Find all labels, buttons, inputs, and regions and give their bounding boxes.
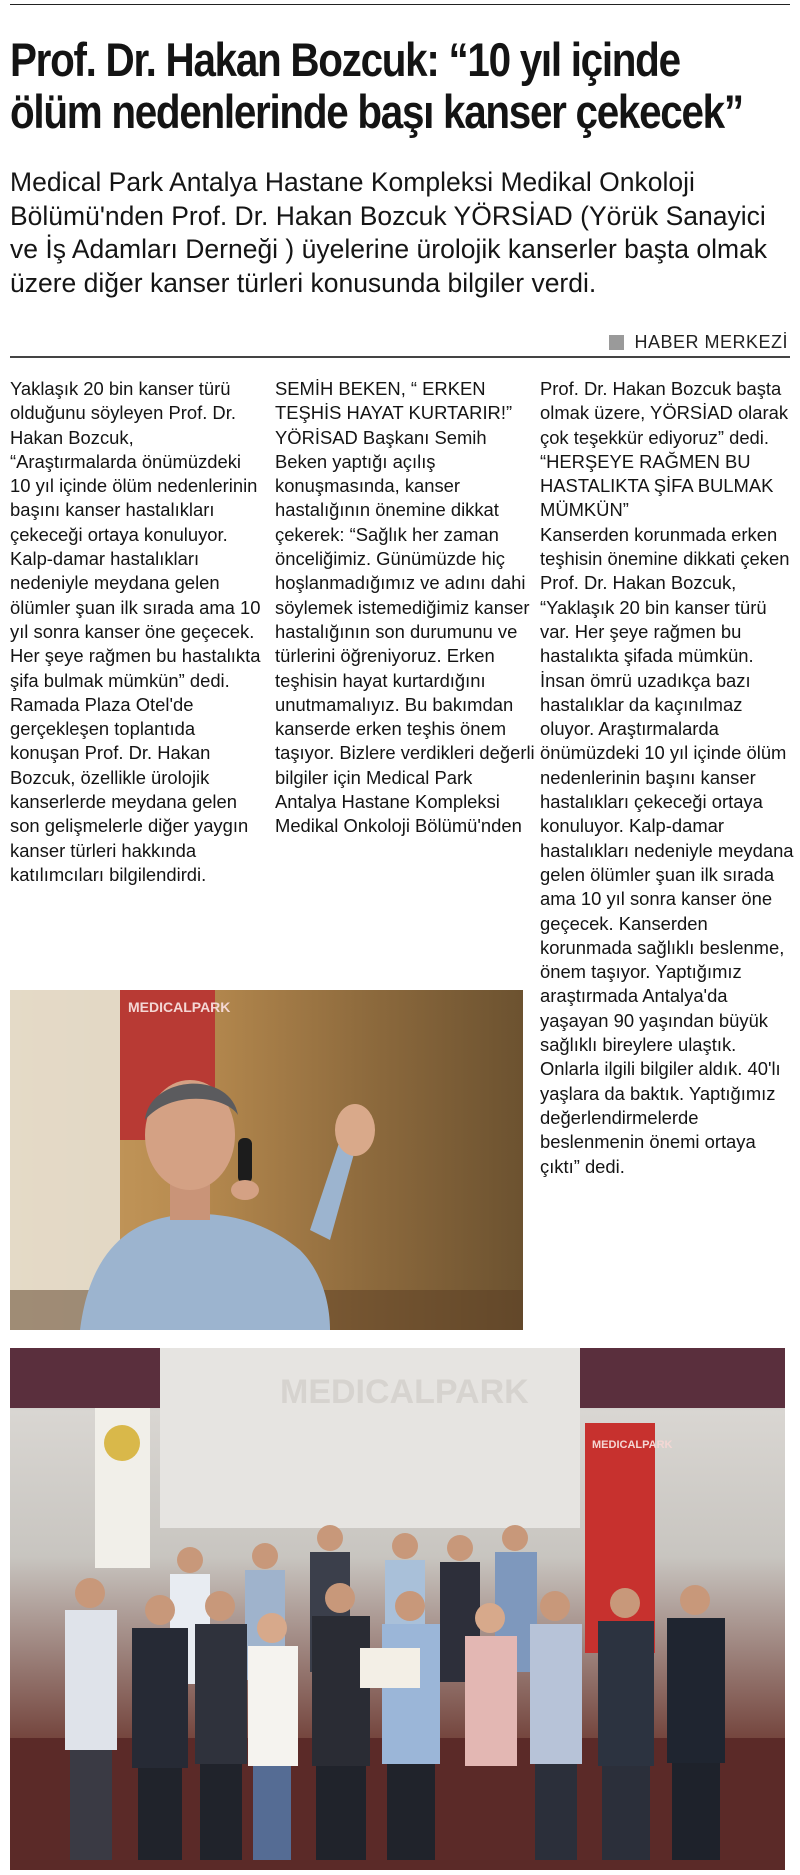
group-photo xyxy=(10,1348,785,1870)
section-divider xyxy=(10,356,790,358)
column-3-body-1: Prof. Dr. Hakan Bozcuk başta olmak üzere, YÖRSİAD olarak çok teşekkür ediyoruz” dedi. xyxy=(540,378,789,448)
byline-text: HABER MERKEZİ xyxy=(634,332,788,352)
headline xyxy=(10,33,743,138)
headline-line-2: ölüm nedenlerinde başı kanser çekecek” xyxy=(10,85,743,138)
column-2-body: YÖRİSAD Başkanı Semih Beken yaptığı açılış konuşmasında, kanser hastalığının önemine dikkat çekerek: “Sağlık her zaman önceliğimiz. Günümüzde hiç hoşlanmadığımız ve adını dahi söylemek istemediğimiz kanser hastalığının son durumunu ve türlerini öğreniyoruz. Erken teşhisin hayat kurtardığını unutmamalıyız. Bu bakımdan kanserde erken teşhis önem taşıyor. Bizlere verdikleri değerli bilgiler için Medical Park Antalya Hastane Kompleksi Medikal Onkoloji Bölümü'nden xyxy=(275,426,535,837)
column-2 xyxy=(275,377,535,839)
column-1-body: Yaklaşık 20 bin kanser türü olduğunu söyleyen Prof. Dr. Hakan Bozcuk, “Araştırmalarda önümüzdeki 10 yıl içinde ölüm nedenlerinin başını kanser hastalıkları çekeceği ortaya konuluyor. Kalp-damar hastalıkları nedeniyle meydana gelen ölümler şuan ilk sırada ama 10 yıl sonra kanser öne geçecek. Her şeye rağmen bu hastalıkta şifa bulmak mümkün” dedi. Ramada Plaza Otel'de gerçekleşen toplantıda konuşan Prof. Dr. Hakan Bozcuk, özellikle ürolojik kanserlerde meydana gelen son gelişmelerle diğer yaygın kanser türleri hakkında katılımcıları bilgilendirdi. xyxy=(10,378,261,885)
article-deck: Medical Park Antalya Hastane Kompleksi Medikal Onkoloji Bölümü'nden Prof. Dr. Hakan Bozcuk YÖRSİAD (Yörük Sanayici ve İş Adamları Derneği ) üyelerine ürolojik kanserler başta olmak üzere diğer kanser türleri konusunda bilgiler verdi. xyxy=(10,167,768,298)
top-rule xyxy=(10,4,790,5)
column-1 xyxy=(10,377,265,887)
group-photo-illustration xyxy=(10,1348,785,1870)
column-3-body-2: Kanserden korunmada erken teşhisin önemine dikkati çeken Prof. Dr. Hakan Bozcuk, “Yaklaşık 20 bin kanser türü var. Her şeye rağmen bu hastalıkta şifada mümkün. İnsan ömrü uzadıkça bazı hastalıklar da kaçınılmaz oluyor. Araştırmalarda önümüzdeki 10 yıl içinde ölüm nedenlerinin başını kanser hastalıkları çekeceği ortaya konuluyor. Kalp-damar hastalıkları nedeniyle meydana gelen ölümler şuan ilk sırada ama 10 yıl sonra kanser öne geçecek. Kanserden korunmada sağlıklı beslenme, önem taşıyor. Yaptığımız araştırmada Antalya'da yaşayan 90 yaşından büyük sağlıklı bireylere ulaştık. Onlarla ilgili bilgiler aldık. 40'lı yaşlara da baktık. Yaptığımız değerlendirmelerde beslenmenin önemi ortaya çıktı” dedi. xyxy=(540,523,794,1177)
column-3 xyxy=(540,377,795,1179)
speaker-photo-illustration xyxy=(10,990,523,1330)
group-banner-text: MEDICALPARK xyxy=(592,1439,673,1451)
byline-square-icon xyxy=(609,335,624,350)
speaker-photo xyxy=(10,990,523,1330)
byline xyxy=(609,332,788,353)
column-3-subheading: “HERŞEYE RAĞMEN BU HASTALIKTA ŞİFA BULMAK MÜMKÜN” xyxy=(540,450,774,521)
group-backdrop-text: MEDICALPARK xyxy=(280,1373,529,1411)
headline-line-1: Prof. Dr. Hakan Bozcuk: “10 yıl içinde xyxy=(10,33,680,86)
column-2-subheading: SEMİH BEKEN, “ ERKEN TEŞHİS HAYAT KURTARIR!” xyxy=(275,378,513,424)
speaker-banner-text: MEDICALPARK xyxy=(128,999,231,1015)
